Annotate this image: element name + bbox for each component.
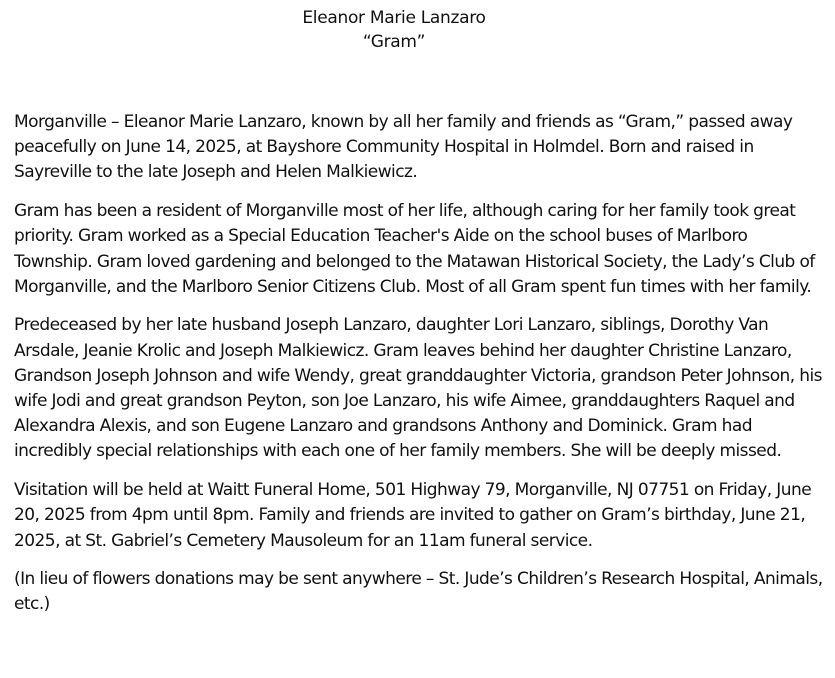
obituary-document <box>14 6 829 631</box>
obituary-body <box>14 110 829 618</box>
paragraph-announcement: Morganville – Eleanor Marie Lanzaro, known by all her family and friends as “Gram,” passed away peacefully on June 14, 2025, at Bayshore Community Hospital in Holmdel. Born and raised in Sayreville to the late Joseph and Helen Malkiewicz. <box>14 112 793 183</box>
paragraph-services: Visitation will be held at Waitt Funeral Home, 501 Highway 79, Morganville, NJ 07751 on Friday, June 20, 2025 from 4pm until 8pm. Family and friends are invited to gather on Gram’s birthday, June 21, 2025, at St. Gabriel’s Cemetery Mausoleum for an 11am funeral service. <box>14 480 812 551</box>
paragraph-family: Predeceased by her late husband Joseph Lanzaro, daughter Lori Lanzaro, siblings, Dorothy Van Arsdale, Jeanie Krolic and Joseph Malkiewicz. Gram leaves behind her daughter Christine Lanzaro, Grandson Joseph Johnson and wife Wendy, great granddaughter Victoria, grandson Peter Johnson, his wife Jodi and great grandson Peyton, son Joe Lanzaro, his wife Aimee, granddaughters Raquel and Alexandra Alexis, and son Eugene Lanzaro and grandsons Anthony and Dominick. Gram had incredibly special relationships with each one of her family members. She will be deeply missed. <box>14 315 822 462</box>
paragraph-donations: (In lieu of flowers donations may be sent anywhere – St. Jude’s Children’s Research Hospital, Animals, etc.) <box>14 569 823 615</box>
deceased-name: Eleanor Marie Lanzaro <box>302 8 486 28</box>
paragraph-life: Gram has been a resident of Morganville most of her life, although caring for her family took great priority. Gram worked as a Special Education Teacher's Aide on the school buses of Marlboro Township. Gram loved gardening and belonged to the Matawan Historical Society, the Lady’s Club of Morganville, and the Marlboro Senior Citizens Club. Most of all Gram spent fun times with her family. <box>14 201 815 297</box>
title-block <box>14 6 774 54</box>
deceased-nickname: “Gram” <box>362 32 426 52</box>
